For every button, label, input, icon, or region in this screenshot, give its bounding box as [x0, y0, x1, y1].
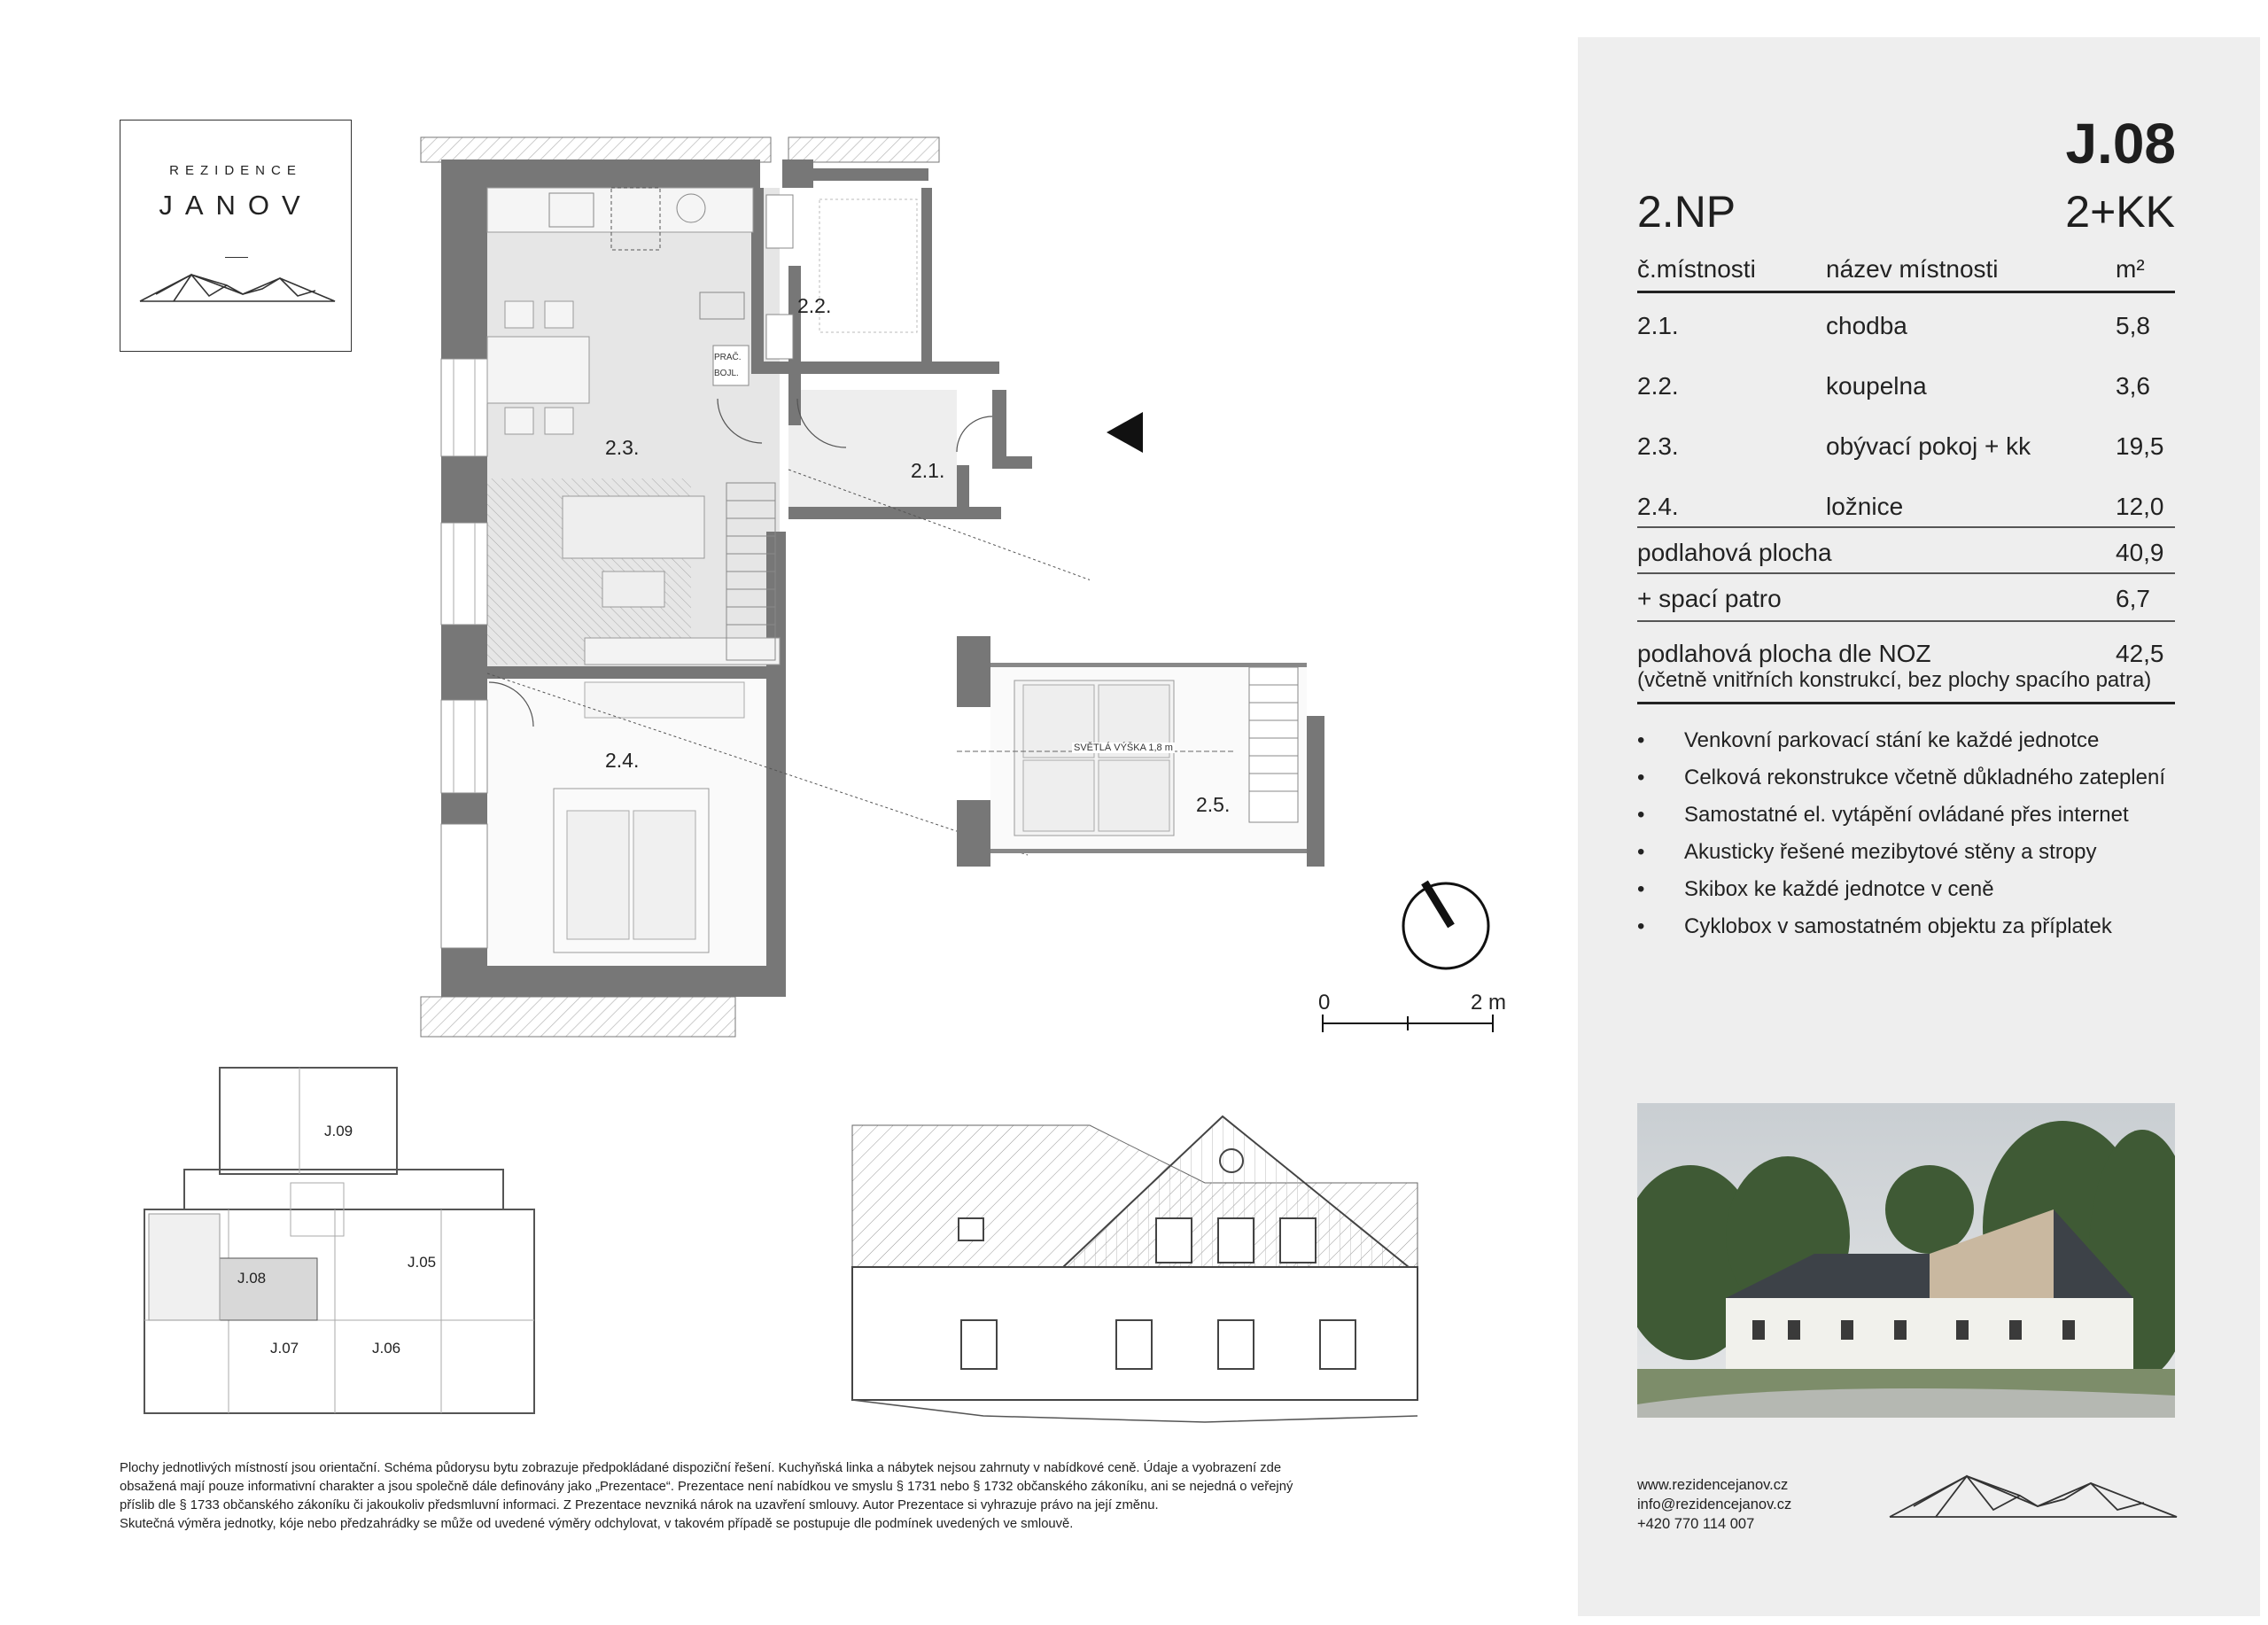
room-label-2-4: 2.4. [605, 749, 640, 772]
room-label-2-5: 2.5. [1196, 793, 1231, 816]
mountain-logo-icon [138, 269, 338, 305]
logo-dash [225, 257, 248, 258]
entrance-arrow-icon [1105, 410, 1145, 455]
keyplan-unit-j06: J.06 [372, 1340, 401, 1357]
disclaimer-text: Plochy jednotlivých místností jsou orientační. Schéma půdorysu bytu zobrazuje předpokládané dispoziční řešení. Kuchyňská linka a nábytek nejsou zahrnuty v nabídkové ceně. Údaje a vyobrazení zde obsažená mají pouze informativní charakter a jsou společně dále definovány jako „Prezentace“. Prezentace není nabídkou ve smyslu § 1731 nebo § 1732 občanského zákoníku, ani se nejedná o veřejný příslib dle § 1733 občanského zákoníku či jakoukoliv předsmluvní informaci. Z Prezentace nevzniká nárok na uzavření smlouvy. Autor Prezentace si vyhrazuje právo na její změnu. Skutečná výměra jednotky, kóje nebo předzahrádky se může od uvedené výměry odchylovat, v takovém případě se postupuje dle podmínek uvedených ve smlouvě. [120, 1461, 1293, 1531]
floor-label: 2.NP [1637, 187, 1736, 237]
header-unit: m² [2116, 255, 2145, 283]
room-label-2-3: 2.3. [605, 436, 640, 459]
phone-number: +420 770 114 007 [1637, 1516, 1755, 1532]
features-list [1637, 728, 2204, 952]
loft-row: + spací patro 6,7 [1637, 585, 2175, 622]
keyplan-unit-j07: J.07 [270, 1340, 299, 1357]
header-name: název místnosti [1826, 255, 1999, 283]
list-item: • Celková rekonstrukce včetně důkladného zateplení [1637, 766, 2165, 789]
logo-line1: REZIDENCE [169, 163, 302, 178]
unit-code: J.08 [2065, 112, 2176, 175]
unit-type: 2+KK [2065, 187, 2175, 237]
email-link[interactable]: info@rezidencejanov.cz [1637, 1497, 1792, 1512]
scale-start: 0 [1318, 991, 1331, 1015]
floor-area-row: podlahová plocha 40,9 [1637, 539, 2175, 574]
scale-end: 2 m [1471, 991, 1507, 1015]
website-link[interactable]: www.rezidencejanov.cz [1637, 1477, 1789, 1493]
keyplan-unit-j05: J.05 [408, 1254, 437, 1271]
room-label-2-1: 2.1. [911, 459, 945, 482]
keyplan-unit-j08: J.08 [237, 1270, 267, 1287]
table-header [1637, 255, 2175, 293]
floor-plan [416, 133, 1090, 1046]
building-render-image [1637, 1103, 2175, 1418]
north-arrow-icon [1400, 877, 1497, 975]
noz-area-row: podlahová plocha dle NOZ 42,5 (včetně vnitřních konstrukcí, bez plochy spacího patra) [1637, 640, 2175, 704]
header-number: č.místnosti [1637, 255, 1756, 283]
building-elevation [850, 1108, 1471, 1431]
table-row: 2.4. ložnice 12,0 [1637, 493, 2175, 528]
contact-block [1637, 1475, 1791, 1534]
loft-height-label: SVĚTLÁ VÝŠKA 1,8 m [1074, 743, 1173, 753]
list-item: • Akusticky řešené mezibytové stěny a stropy [1637, 840, 2097, 864]
list-item: • Skibox ke každé jednotce v ceně [1637, 877, 1994, 901]
list-item: • Cyklobox v samostatném objektu za příplatek [1637, 914, 2112, 938]
logo-line2: JANOV [159, 190, 313, 221]
logo [120, 120, 352, 352]
boiler-label: PRAČ. BOJL. [714, 353, 742, 378]
list-item: • Venkovní parkovací stání ke každé jednotce [1637, 728, 2100, 752]
key-plan [140, 1063, 548, 1427]
list-item: • Samostatné el. vytápění ovládané přes internet [1637, 803, 2129, 827]
mountain-footer-icon [1887, 1471, 2179, 1520]
room-label-2-2: 2.2. [797, 294, 832, 317]
scale-bar [1320, 1013, 1497, 1035]
keyplan-unit-j09: J.09 [324, 1123, 353, 1139]
